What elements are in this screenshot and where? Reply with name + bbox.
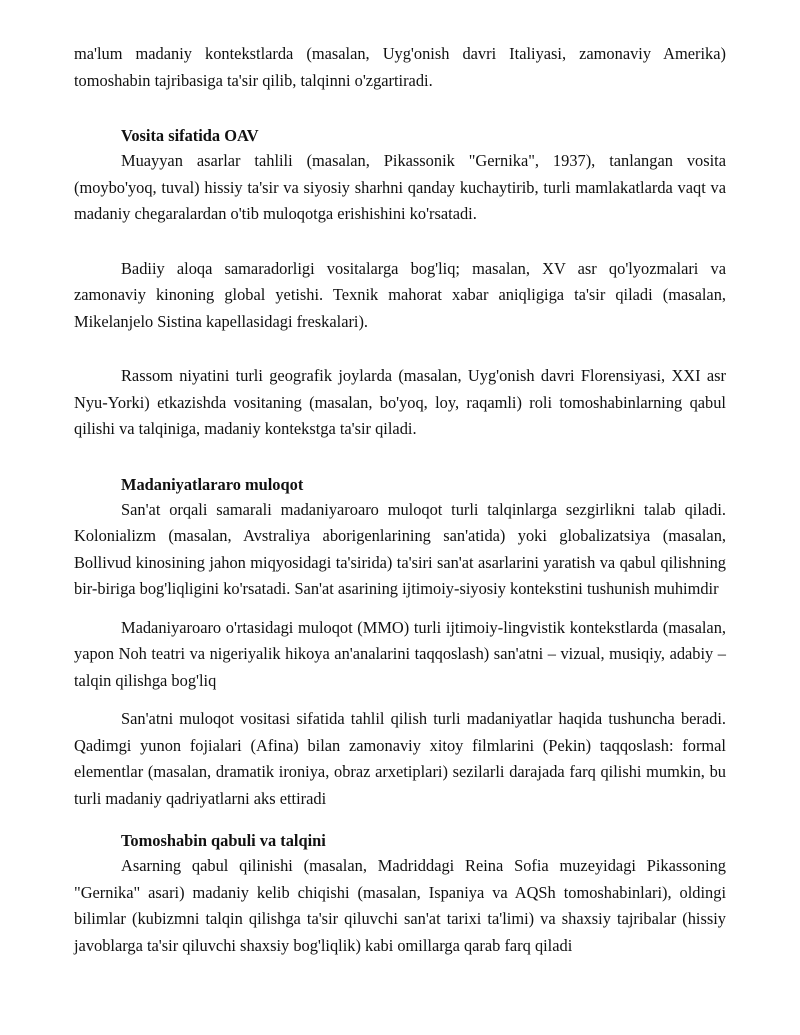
paragraph-intercultural-1: San'at orqali samarali madaniyaroaro muloqot turli talqinlarga sezgirlikni talab qiladi. Kolonializm (masalan, Avstraliya aborigenlarining san'atida) yoki globalizatsiya (masalan, Bollivud kinosining jahon miqyosidagi ta'sirida) ta'siri san'at asarlarini yaratish va qabul qilishning bir-biriga bog'liqligini ko'rsatadi. San'at asarining ijtimoiy-siyosiy kontekstini tushunish muhimdir	[74, 499, 726, 598]
paragraph-media-2: Badiiy aloqa samaradorligi vositalarga bog'liq; masalan, XV asr qo'lyozmalari va zamonaviy kinoning global yetishi. Texnik mahorat xabar aniqligiga ta'sir qiladi (masalan, Mikelanjelo Sistina kapellasidagi freskalari).	[74, 258, 726, 331]
paragraph-media-1: Muayyan asarlar tahlili (masalan, Pikassonik "Gernika", 1937), tanlangan vosita (moybo'yoq, tuval) hissiy ta'sir va siyosiy sharhni qanday kuchaytirib, turli mamlakatlarda vaqt va madaniy chegaralardan o'tib muloqotga erishishini ko'rsatadi.	[74, 151, 726, 223]
paragraph-continuation: ma'lum madaniy kontekstlarda (masalan, Uyg'onish davri Italiyasi, zamonaviy Amerika) tomoshabin tajribasiga ta'sir qilib, talqinni o'zgartiradi.	[74, 44, 726, 90]
paragraph-media-3: Rassom niyatini turli geografik joylarda (masalan, Uyg'onish davri Florensiyasi, XXI asr Nyu-Yorki) etkazishda vositaning (masalan, bo'yoq, loy, raqamli) roli tomoshabinlarning qabul qilishi va talqiniga, madaniy kontekstga ta'sir qiladi.	[74, 366, 726, 438]
paragraph-intercultural-3: San'atni muloqot vositasi sifatida tahlil qilish turli madaniyatlar haqida tushuncha beradi. Qadimgi yunon fojialari (Afina) bilan zamonaviy xitoy filmlarini (Pekin) taqqoslash: formal elementlar (masalan, dramatik ironiya, obraz arxetiplari) sezilarli darajada farq qilishi mumkin, bu turli madaniy qadriyatlarni aks ettiradi	[74, 709, 726, 808]
section-heading-intercultural: Madaniyatlararo muloqot	[121, 474, 304, 494]
paragraph-intercultural-2: Madaniyaroaro o'rtasidagi muloqot (MMO) turli ijtimoiy-lingvistik kontekstlarda (masalan, yapon Noh teatri va nigeriyalik hikoya an'analarini taqqoslash) san'atni – vizual, musiqiy, adabiy – talqin qilishga bog'liq	[74, 617, 726, 690]
section-heading-audience: Tomoshabin qabuli va talqini	[121, 831, 326, 850]
section-heading-media: Vosita sifatida OAV	[121, 126, 259, 145]
paragraph-audience-1: Asarning qabul qilinishi (masalan, Madriddagi Reina Sofia muzeyidagi Pikassoning "Gernika" asari) madaniy kelib chiqishi (masalan, Ispaniya va AQSh tomoshabinlari), oldingi bilimlar (kubizmni talqin qilishga ta'sir qiluvchi san'at tarixi ta'limi) va shaxsiy tajribalar (hissiy javoblarga ta'sir qiluvchi shaxsiy bog'liqlik) kabi omillarga qarab farq qiladi	[74, 856, 726, 955]
